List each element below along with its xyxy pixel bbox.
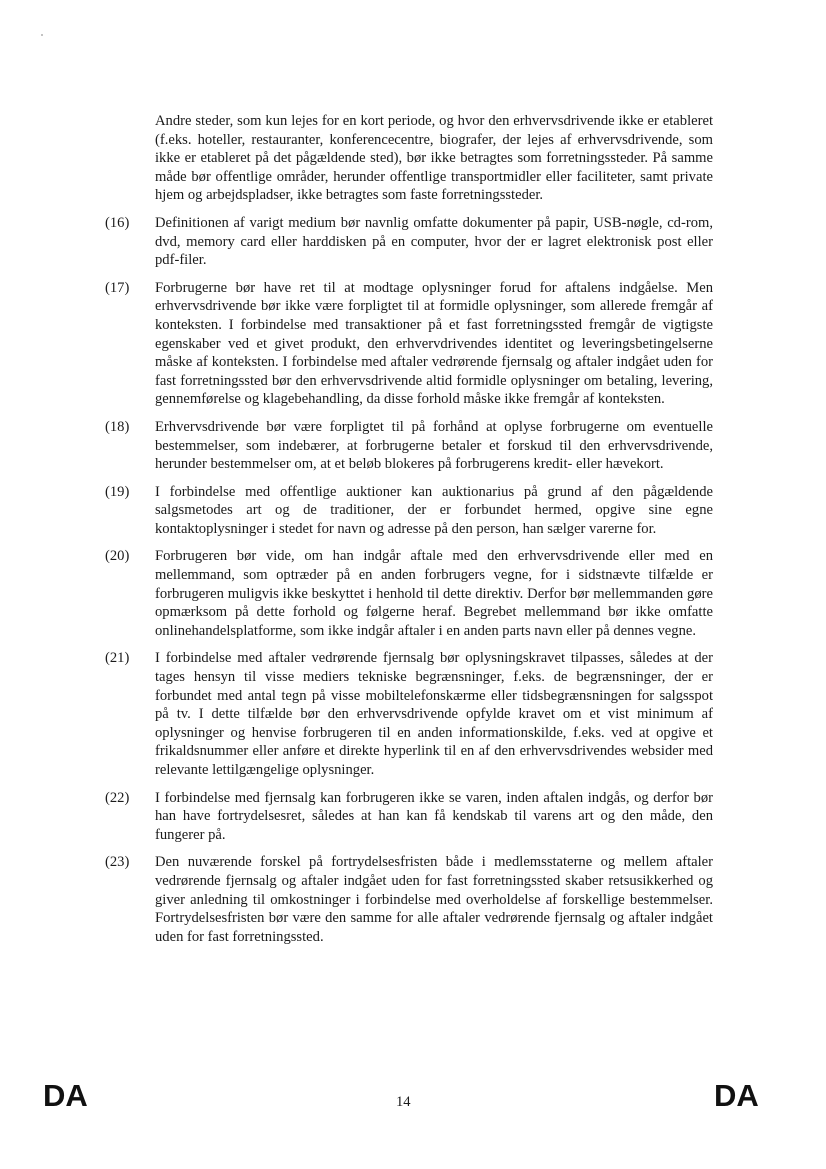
recital-text: I forbindelse med fjernsalg kan forbrugeren ikke se varen, inden aftalen indgås, og derfor bør han have fortrydelsesret, således at han kan få kendskab til varens art og den måde, den fungerer på. (155, 789, 713, 843)
recital-22 (105, 789, 713, 845)
recital-number: (22) (105, 789, 130, 806)
language-code-left: DA (43, 1078, 88, 1113)
recital-text: Definitionen af varigt medium bør navnlig omfatte dokumenter på papir, USB-nøgle, cd-rom, dvd, memory card eller harddisken på en computer, hvor der er lagret elektronisk post eller pdf-filer. (155, 214, 713, 269)
page-number: 14 (396, 1094, 411, 1110)
recital-text: Erhvervsdrivende bør være forpligtet til på forhånd at oplyse forbrugerne om eventuelle bestemmelser, som indebærer, at forbrugerne betaler et forskud til den erhvervsdrivende, herunder bestemmelser om, at et beløb blokeres på forbrugerens kredit- eller hævekort. (155, 418, 713, 473)
recital-23 (105, 853, 713, 946)
recital-text: Den nuværende forskel på fortrydelsesfristen både i medlemsstaterne og mellem aftaler vedrørende fjernsalg og aftaler indgået uden for fast forretningssted skaber retsusikkerhed og giver anledning til omkostninger i forbindelse med overholdelse af forskellige bestemmelser. Fortrydelsesfristen bør være den samme for alle aftaler vedrørende fjernsalg og aftaler indgået uden for fast forretningssted. (155, 854, 713, 945)
document-body (105, 112, 713, 955)
recital-number: (17) (105, 279, 130, 296)
recital-16 (105, 214, 713, 270)
scan-artifact (41, 34, 43, 36)
recital-number: (19) (105, 483, 130, 500)
recital-number: (16) (105, 214, 130, 231)
recital-number: (21) (105, 650, 130, 667)
recital-number: (20) (105, 548, 130, 565)
recital-20 (105, 547, 713, 640)
language-code-right: DA (714, 1078, 759, 1113)
recital-number: (18) (105, 418, 130, 435)
recital-number: (23) (105, 854, 130, 871)
intro-paragraph: Andre steder, som kun lejes for en kort periode, og hvor den erhvervsdrivende ikke er etableret (f.eks. hoteller, restauranter, konferencecentre, biografer, der lejes af erhvervsdrivende, som ikke er etableret på det pågældende sted), bør ikke betragtes som forretningssteder. På samme måde bør offentlige områder, herunder offentlige transportmidler eller faciliteter, samt private hjem og arbejdspladser, ikke betragtes som faste forretningssteder. (155, 113, 713, 204)
recital-text: I forbindelse med offentlige auktioner kan auktionarius på grund af den pågældende salgsmetodes art og de traditioner, der er forbundet hermed, opgive sine egne kontaktoplysninger i stedet for navn og adresse på den person, han sælger varerne for. (155, 483, 713, 537)
recital-text: I forbindelse med aftaler vedrørende fjernsalg bør oplysningskravet tilpasses, således at der tages hensyn til visse mediers tekniske begrænsninger, f.eks. de begrænsninger, der er forbundet med antal tegn på visse mobiltelefonskærme eller tidsbegrænsningen for salgsspot på tv. I dette tilfælde bør den erhvervsdrivende opfylde kravet om et vist minimum af oplysninger og henvise forbrugeren til en anden informationskilde, f.eks. ved at opgive et frikaldsnummer eller anføre et direkte hyperlink til en af den erhvervsdrivendes websider med relevante lettilgængelige oplysninger. (155, 650, 713, 778)
recital-18 (105, 418, 713, 474)
recital-text: Forbrugeren bør vide, om han indgår aftale med den erhvervsdrivende eller med en mellemmand, som optræder på en anden forbrugers vegne, for i sidstnævte tilfælde er forbrugeren muligvis ikke beskyttet i henhold til dette direktiv. Derfor bør mellemmanden gøre opmærksom på dette forhold og følgerne heraf. Begrebet mellemmand bør ikke omfatte onlinehandelsplatforme, som ikke indgår aftaler i en anden parts navn eller på dennes vegne. (155, 548, 713, 639)
recital-21 (105, 649, 713, 779)
recital-text: Forbrugerne bør have ret til at modtage oplysninger forud for aftalens indgåelse. Men erhvervsdrivende bør ikke være forpligtet til at formidle oplysninger, som allerede fremgår af konteksten. I forbindelse med transaktioner på et fast forretningssted fremgår de vigtigste egenskaber ved et givet produkt, den erhvervdrivendes identitet og leveringsbetingelserne måske af konteksten. I forbindelse med aftaler vedrørende fjernsalg og aftaler indgået uden for fast forretningssted bør den erhvervsdrivende altid formidle oplysninger om betaling, levering, gennemførelse og klagebehandling, da disse forhold måske ikke fremgår af konteksten. (155, 279, 713, 408)
recital-19 (105, 483, 713, 539)
recital-17 (105, 279, 713, 409)
